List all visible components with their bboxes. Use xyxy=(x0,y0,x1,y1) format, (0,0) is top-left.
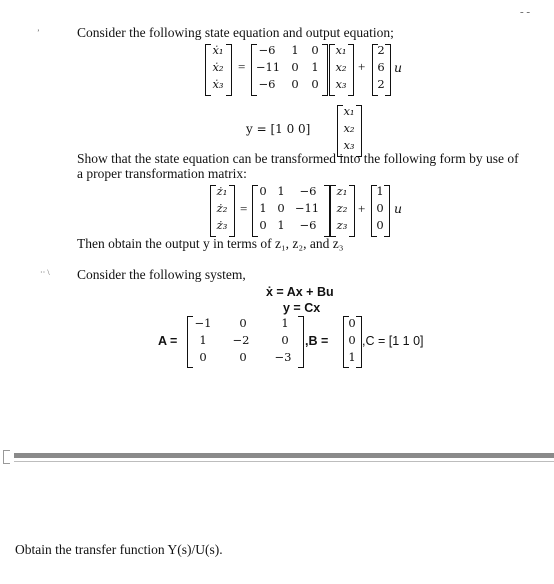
margin-mark-2: ·· \ xyxy=(40,268,50,277)
B-label: ,B = xyxy=(305,334,329,348)
x-vec-2: x₂ xyxy=(335,60,347,74)
lhs-x2dot: ẋ₂ xyxy=(212,60,224,74)
A-2-3: 1 xyxy=(311,60,319,74)
A2-2-1: 1 xyxy=(199,333,207,347)
A2-1-2: 0 xyxy=(239,316,247,330)
A-1-1: −6 xyxy=(258,43,276,57)
lhs-x3dot: ẋ₃ xyxy=(212,77,224,91)
A-3-2: 0 xyxy=(291,77,299,91)
Az-2-2: 0 xyxy=(277,201,285,215)
A-2-1: −11 xyxy=(255,60,281,74)
A2-2-2: −2 xyxy=(232,333,250,347)
y-x2: x₂ xyxy=(343,121,355,135)
separator-line xyxy=(14,461,554,462)
left-edge-mark xyxy=(3,450,10,464)
z3dot: ż₃ xyxy=(216,218,228,232)
A-3-3: 0 xyxy=(311,77,319,91)
z-vec-3: z₃ xyxy=(336,218,348,232)
show-text-2: a proper transformation matrix: xyxy=(77,166,247,181)
A-2-2: 0 xyxy=(291,60,299,74)
A-label: A = xyxy=(158,334,178,348)
footer-question: Obtain the transfer function Y(s)/U(s). xyxy=(15,542,223,557)
C-matrix: ,C = [1 1 0] xyxy=(362,334,424,348)
Bz-2: 0 xyxy=(376,201,384,215)
B-1: 2 xyxy=(377,43,385,57)
margin-mark-1: ’ xyxy=(37,28,40,37)
Az-2-1: 1 xyxy=(259,201,267,215)
system-eq1: ẋ = Ax + Bu xyxy=(266,285,334,299)
Az-3-2: 1 xyxy=(277,218,285,232)
B-2: 6 xyxy=(377,60,385,74)
z-vec-1: z₁ xyxy=(336,184,348,198)
y-x1: x₁ xyxy=(343,104,355,118)
B2-1: 0 xyxy=(348,316,356,330)
Az-3-1: 0 xyxy=(259,218,267,232)
output-prefix: y = [1 0 0] xyxy=(246,122,311,136)
input-u: u xyxy=(394,60,403,75)
separator-bar xyxy=(14,453,554,458)
then-text: Then obtain the output y in terms of z₁, z₂, and z₃ xyxy=(77,236,344,251)
Az-1-2: 1 xyxy=(277,184,285,198)
lhs-x1dot: ẋ₁ xyxy=(212,43,224,57)
Bz-1: 1 xyxy=(376,184,384,198)
A2-1-3: 1 xyxy=(281,316,289,330)
x-vec-1: x₁ xyxy=(335,43,347,57)
show-text-1: Show that the state equation can be transformed into the following form by use of xyxy=(77,151,519,166)
Az-1-3: −6 xyxy=(299,184,317,198)
Az-2-3: −11 xyxy=(294,201,320,215)
margin-mark-top: - - xyxy=(520,6,531,18)
system-eq2: y = Cx xyxy=(283,301,321,315)
A2-3-1: 0 xyxy=(199,350,207,364)
B2-2: 0 xyxy=(348,333,356,347)
y-x3: x₃ xyxy=(343,138,355,152)
A-1-3: 0 xyxy=(311,43,319,57)
B2-3: 1 xyxy=(348,350,356,364)
input-u-z: u xyxy=(394,201,403,216)
Az-1-1: 0 xyxy=(259,184,267,198)
A2-2-3: 0 xyxy=(281,333,289,347)
Az-3-3: −6 xyxy=(299,218,317,232)
Bz-3: 0 xyxy=(376,218,384,232)
problem2-intro: Consider the following system, xyxy=(77,267,246,282)
x-vec-3: x₃ xyxy=(335,77,347,91)
problem1-intro: Consider the following state equation and output equation; xyxy=(77,25,394,40)
z-vec-2: z₂ xyxy=(336,201,348,215)
A-3-1: −6 xyxy=(258,77,276,91)
A2-3-3: −3 xyxy=(274,350,292,364)
z1dot: ż₁ xyxy=(216,184,228,198)
A-1-2: 1 xyxy=(291,43,299,57)
B-3: 2 xyxy=(377,77,385,91)
A2-3-2: 0 xyxy=(239,350,247,364)
z2dot: ż₂ xyxy=(216,201,228,215)
A2-1-1: −1 xyxy=(194,316,212,330)
